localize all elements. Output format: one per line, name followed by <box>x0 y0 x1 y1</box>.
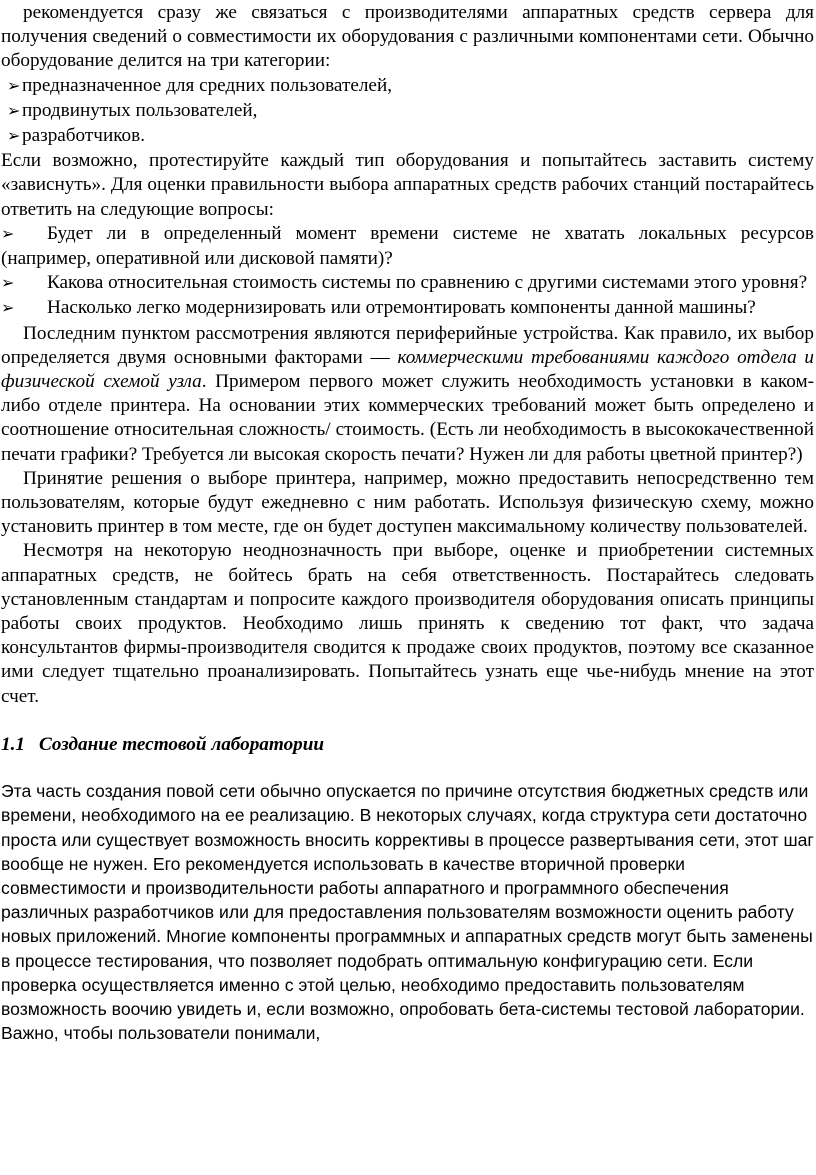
question-list <box>1 222 814 322</box>
list-item: ➢предназначенное для средних пользователей, <box>1 74 814 99</box>
arrowhead-bullet-icon: ➢ <box>7 77 21 95</box>
section-title: Создание тестовой лаборатории <box>39 733 325 755</box>
paragraph-peripherals: Последним пунктом рассмотрения являются периферийные устройства. Как правило, их выбор определяется двумя основными факторами — коммерческими требованиями каждого отдела и физической схемой узла. Примером первого может служить необходимость установки в каком-либо отделе принтера. На основании этих коммерческих требований может быть определено и соотношение относительная сложность/ стоимость. (Есть ли необходимость в высококачественной печати графики? Требуется ли высокая скорость печати? Нужен ли для работы цветной принтер?) <box>1 322 814 465</box>
list-item: ➢ Насколько легко модернизировать или отремонтировать компоненты данной машины? <box>1 296 814 321</box>
list-item: ➢разработчиков. <box>1 124 814 149</box>
paragraph-hardware-categories: рекомендуется сразу же связаться с производителями аппаратных средств сервера для получения сведений о совместимости их оборудования с различными компонентами сети. Обычно оборудование делится на три категории: <box>1 2 814 72</box>
paragraph-responsibility: Несмотря на некоторую неоднозначность при выборе, оценке и приобретении системных аппаратных средств, не бойтесь брать на себя ответственность. Постарайтесь следовать установленным стандартам и попросите каждого производителя оборудования описать принципы работы своих продуктов. Необходимо лишь принять к сведению тот факт, что задача консультантов фирмы-производителя сводится к продаже своих продуктов, поэтому все сказанное ими следует тщательно проанализировать. Попытайтесь узнать еще чье-нибудь мнение на этот счет. <box>1 540 814 707</box>
category-list <box>1 74 814 150</box>
arrowhead-bullet-icon: ➢ <box>1 225 15 243</box>
paragraph-printer-choice: Принятие решения о выборе принтера, например, можно предоставить непосредственно тем пользователям, которые будут ежедневно с ним работать. Используя физическую схему, можно установить принтер в том месте, где он будет доступен максимальному количеству пользователей. <box>1 467 814 538</box>
paragraph-testing: Если возможно, протестируйте каждый тип оборудования и попытайтесь заставить систему «зависнуть». Для оценки правильности выбора аппаратных средств рабочих станций постарайтесь ответить на следующие вопросы: <box>1 150 814 220</box>
section-number: 1.1 <box>1 733 25 755</box>
list-item: ➢продвинутых пользователей, <box>1 99 814 124</box>
emphasis-text: коммерческими требованиями каждого отдела и физической схемой узла <box>1 346 814 393</box>
arrowhead-bullet-icon: ➢ <box>7 102 21 120</box>
arrowhead-bullet-icon: ➢ <box>7 128 21 146</box>
list-item: ➢ Будет ли в определенный момент времени системе не хватать локальных ресурсов (например, оперативной или дисковой памяти)? <box>1 222 814 270</box>
list-item: ➢ Какова относительная стоимость системы по сравнению с другими системами этого уровня? <box>1 271 814 296</box>
arrowhead-bullet-icon: ➢ <box>1 275 15 293</box>
paragraph-test-lab: Эта часть создания повой сети обычно опускается по причине отсутствия бюджетных средств или времени, необходимого на ее реализацию. В некоторых случаях, когда структура сети достаточно проста или существует возможность вносить коррективы в процессе развертывания сети, этот шаг вообще не нужен. Его рекомендуется использовать в качестве вторичной проверки совместимости и производительности работы аппаратного и программного обеспечения различных разработчиков или для предоставления пользователям возможности оценить работу новых приложений. Многие компоненты программных и аппаратных средств могут быть заменены в процессе тестирования, что позволяет подобрать оптимальную конфигурацию сети. Если проверка осуществляется именно с этой целью, необходимо предоставить пользователям возможность воочию увидеть и, если возможно, опробовать бета-системы тестовой лаборатории. Важно, чтобы пользователи понимали, <box>1 781 814 1044</box>
section-heading <box>1 733 814 757</box>
arrowhead-bullet-icon: ➢ <box>1 300 15 318</box>
